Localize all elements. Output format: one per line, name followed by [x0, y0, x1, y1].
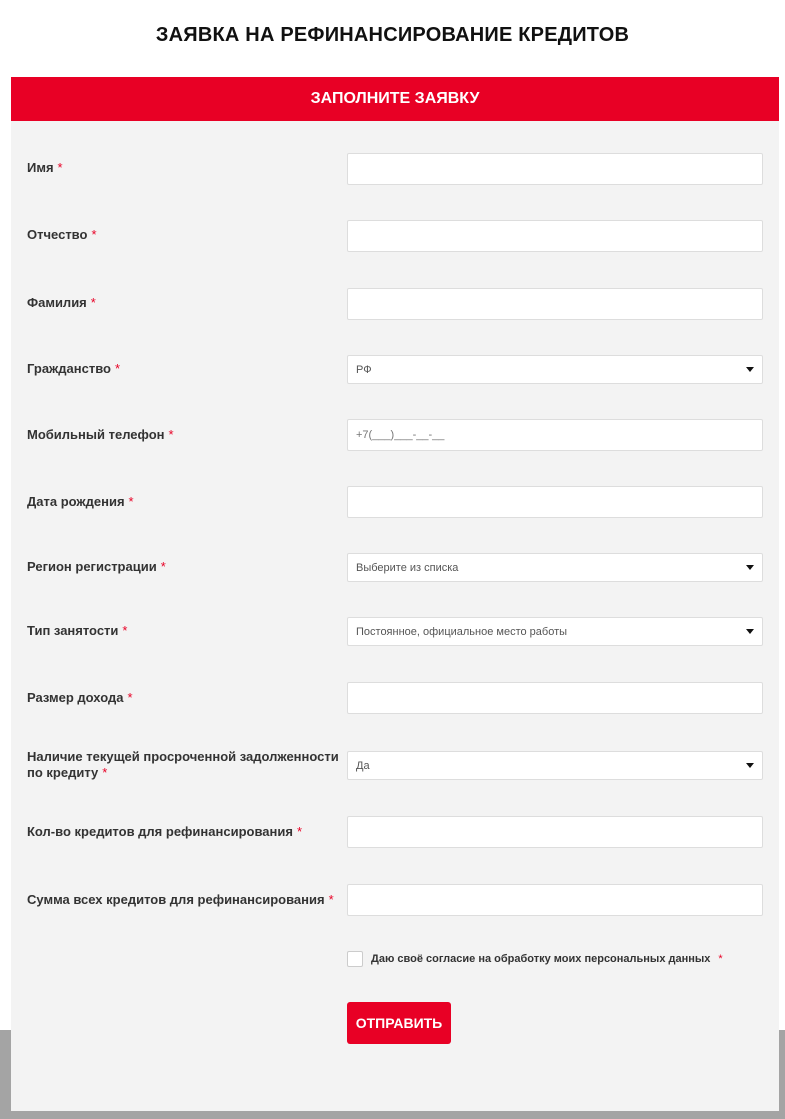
submit-button-label: ОТПРАВИТЬ: [355, 1015, 443, 1031]
first-name-label: Имя *: [27, 160, 63, 175]
loan-count-label: Кол-во кредитов для рефинансирования *: [27, 824, 302, 839]
consent-label: Даю своё согласие на обработку моих персональных данных *: [371, 953, 723, 965]
region-select[interactable]: [347, 553, 763, 582]
caret-down-icon: [746, 367, 754, 372]
last-name-input[interactable]: [347, 288, 763, 320]
patronymic-input[interactable]: [347, 220, 763, 252]
employment-selected-value: Постоянное, официальное место работы: [356, 625, 568, 638]
region-label: Регион регистрации *: [27, 559, 166, 574]
citizenship-select[interactable]: [347, 355, 763, 384]
citizenship-label: Гражданство *: [27, 361, 121, 376]
loan-total-input[interactable]: [347, 884, 763, 916]
phone-label: Мобильный телефон *: [27, 427, 174, 442]
required-mark: *: [718, 953, 723, 965]
required-mark: *: [91, 227, 97, 242]
caret-down-icon: [746, 629, 754, 634]
required-mark: *: [128, 494, 134, 509]
required-mark: *: [90, 295, 96, 310]
required-mark: *: [328, 892, 334, 907]
submit-button[interactable]: [347, 1002, 451, 1044]
application-form: [11, 77, 779, 1111]
required-mark: *: [127, 690, 133, 705]
required-mark: *: [168, 427, 174, 442]
overdue-debt-label: Наличие текущей просроченной задолженности по кредиту *: [27, 749, 339, 780]
overdue-debt-selected-value: Да: [356, 759, 370, 772]
birth-date-input[interactable]: [347, 486, 763, 518]
birth-date-label: Дата рождения *: [27, 494, 134, 509]
caret-down-icon: [746, 565, 754, 570]
caret-down-icon: [746, 763, 754, 768]
required-mark: *: [57, 160, 63, 175]
required-mark: *: [160, 559, 166, 574]
overdue-debt-select[interactable]: [347, 751, 763, 780]
loan-total-label: Сумма всех кредитов для рефинансирования *: [27, 892, 334, 907]
region-selected-value: Выберите из списка: [356, 561, 459, 574]
form-header-text: ЗАПОЛНИТЕ ЗАЯВКУ: [310, 90, 480, 107]
employment-label: Тип занятости *: [27, 623, 128, 638]
required-mark: *: [122, 623, 128, 638]
last-name-label: Фамилия *: [27, 295, 96, 310]
required-mark: *: [102, 765, 108, 780]
phone-input[interactable]: [347, 419, 763, 451]
loan-count-input[interactable]: [347, 816, 763, 848]
citizenship-selected-value: РФ: [356, 363, 372, 376]
form-header: [11, 77, 779, 121]
required-mark: *: [296, 824, 302, 839]
income-label: Размер дохода *: [27, 690, 133, 705]
consent-checkbox[interactable]: [347, 951, 363, 967]
patronymic-label: Отчество *: [27, 227, 97, 242]
consent-row: [347, 951, 723, 967]
page-title: ЗАЯВКА НА РЕФИНАНСИРОВАНИЕ КРЕДИТОВ: [155, 24, 630, 46]
income-input[interactable]: [347, 682, 763, 714]
first-name-input[interactable]: [347, 153, 763, 185]
employment-select[interactable]: [347, 617, 763, 646]
required-mark: *: [114, 361, 121, 376]
